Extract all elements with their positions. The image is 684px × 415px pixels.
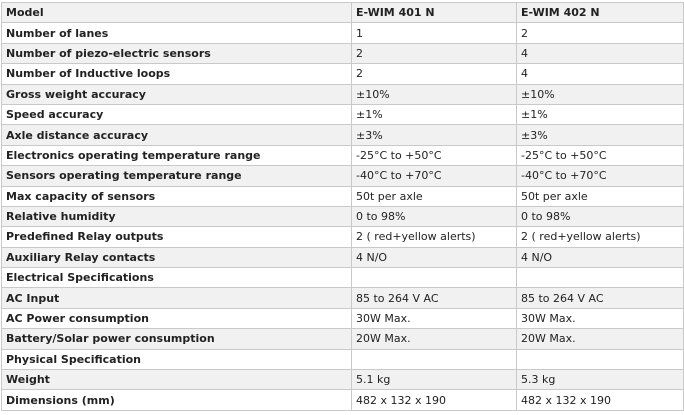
e-wim-401n-value-cell — [352, 349, 517, 369]
table-row — [2, 227, 684, 247]
specification-table-body — [2, 3, 684, 411]
e-wim-401n-value-cell: -25°C to +50°C — [352, 145, 517, 165]
spec-label-cell: Number of Inductive loops — [2, 64, 352, 84]
e-wim-401n-value-cell: ±10% — [352, 84, 517, 104]
e-wim-402n-value-cell: 4 — [517, 43, 684, 63]
spec-label-cell: Battery/Solar power consumption — [2, 329, 352, 349]
e-wim-401n-value-cell: 2 — [352, 43, 517, 63]
e-wim-401n-value-cell: 482 x 132 x 190 — [352, 390, 517, 410]
spec-label-cell: Max capacity of sensors — [2, 186, 352, 206]
e-wim-401n-value-cell: 4 N/O — [352, 247, 517, 267]
table-row — [2, 206, 684, 226]
e-wim-401n-value-cell: 5.1 kg — [352, 370, 517, 390]
header-cell-e-wim-402n: E-WIM 402 N — [517, 3, 684, 23]
e-wim-402n-value-cell: 4 N/O — [517, 247, 684, 267]
spec-label-cell: Speed accuracy — [2, 104, 352, 124]
e-wim-401n-value-cell: 30W Max. — [352, 308, 517, 328]
spec-label-cell: Electronics operating temperature range — [2, 145, 352, 165]
e-wim-402n-value-cell: 50t per axle — [517, 186, 684, 206]
table-row — [2, 329, 684, 349]
table-row — [2, 247, 684, 267]
table-row — [2, 84, 684, 104]
table-row — [2, 308, 684, 328]
table-row — [2, 166, 684, 186]
e-wim-402n-value-cell — [517, 349, 684, 369]
table-row — [2, 43, 684, 63]
e-wim-401n-value-cell: -40°C to +70°C — [352, 166, 517, 186]
table-header-row — [2, 3, 684, 23]
table-row — [2, 104, 684, 124]
e-wim-401n-value-cell: ±3% — [352, 125, 517, 145]
spec-label-cell: Weight — [2, 370, 352, 390]
e-wim-401n-value-cell: 20W Max. — [352, 329, 517, 349]
table-row — [2, 145, 684, 165]
spec-label-cell: Dimensions (mm) — [2, 390, 352, 410]
table-row — [2, 349, 684, 369]
e-wim-402n-value-cell — [517, 268, 684, 288]
e-wim-401n-value-cell: 2 ( red+yellow alerts) — [352, 227, 517, 247]
e-wim-402n-value-cell: 482 x 132 x 190 — [517, 390, 684, 410]
e-wim-402n-value-cell: ±10% — [517, 84, 684, 104]
spec-label-cell: Relative humidity — [2, 206, 352, 226]
table-row — [2, 125, 684, 145]
spec-label-cell: Axle distance accuracy — [2, 125, 352, 145]
e-wim-402n-value-cell: 0 to 98% — [517, 206, 684, 226]
table-row — [2, 23, 684, 43]
spec-label-cell: Number of piezo-electric sensors — [2, 43, 352, 63]
e-wim-402n-value-cell: 2 ( red+yellow alerts) — [517, 227, 684, 247]
e-wim-402n-value-cell: 20W Max. — [517, 329, 684, 349]
e-wim-402n-value-cell: 30W Max. — [517, 308, 684, 328]
e-wim-402n-value-cell: 4 — [517, 64, 684, 84]
spec-label-cell: Predefined Relay outputs — [2, 227, 352, 247]
spec-label-cell: AC Input — [2, 288, 352, 308]
e-wim-402n-value-cell: 85 to 264 V AC — [517, 288, 684, 308]
e-wim-401n-value-cell: 2 — [352, 64, 517, 84]
table-row — [2, 288, 684, 308]
e-wim-402n-value-cell: 2 — [517, 23, 684, 43]
e-wim-401n-value-cell: 1 — [352, 23, 517, 43]
spec-label-cell: Physical Specification — [2, 349, 352, 369]
specification-table — [1, 2, 684, 411]
e-wim-402n-value-cell: -40°C to +70°C — [517, 166, 684, 186]
e-wim-402n-value-cell: -25°C to +50°C — [517, 145, 684, 165]
header-cell-model: Model — [2, 3, 352, 23]
spec-label-cell: Sensors operating temperature range — [2, 166, 352, 186]
e-wim-401n-value-cell: 0 to 98% — [352, 206, 517, 226]
table-row — [2, 390, 684, 410]
spec-label-cell: AC Power consumption — [2, 308, 352, 328]
e-wim-401n-value-cell: 50t per axle — [352, 186, 517, 206]
e-wim-401n-value-cell: 85 to 264 V AC — [352, 288, 517, 308]
spec-label-cell: Electrical Specifications — [2, 268, 352, 288]
e-wim-402n-value-cell: 5.3 kg — [517, 370, 684, 390]
spec-label-cell: Auxiliary Relay contacts — [2, 247, 352, 267]
table-row — [2, 370, 684, 390]
e-wim-401n-value-cell — [352, 268, 517, 288]
spec-label-cell: Gross weight accuracy — [2, 84, 352, 104]
e-wim-401n-value-cell: ±1% — [352, 104, 517, 124]
e-wim-402n-value-cell: ±3% — [517, 125, 684, 145]
spec-label-cell: Number of lanes — [2, 23, 352, 43]
table-row — [2, 186, 684, 206]
table-row — [2, 64, 684, 84]
header-cell-e-wim-401n: E-WIM 401 N — [352, 3, 517, 23]
e-wim-402n-value-cell: ±1% — [517, 104, 684, 124]
table-row — [2, 268, 684, 288]
